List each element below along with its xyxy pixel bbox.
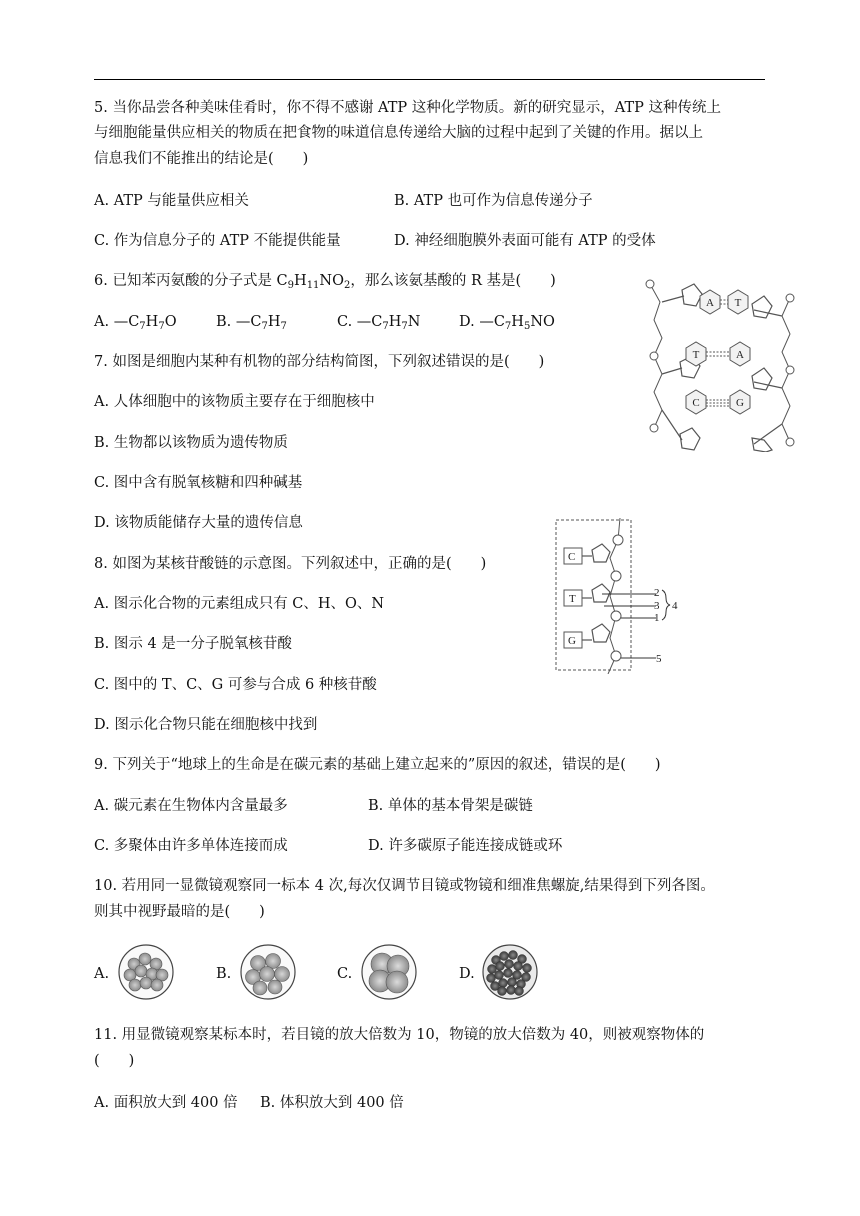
q8-stem: 8. 如图为某核苷酸链的示意图。下列叙述中，正确的是( ) (94, 556, 487, 572)
dna-base-label: T (734, 297, 742, 309)
q11-stem-line2: ( ) (94, 1053, 135, 1069)
chain-part-label: 5 (656, 653, 662, 665)
chain-base-label: G (568, 635, 576, 647)
q6-option-a: A. $—C_7H_7O$ (94, 314, 177, 332)
microscope-field-c (361, 944, 417, 1000)
q7-option-b: B. 生物都以该物质为遗传物质 (94, 435, 288, 451)
dna-base-label: T (692, 349, 700, 361)
nucleotide-chain-diagram (552, 516, 687, 674)
q9-option-d: D. 许多碳原子能连接成链或环 (368, 838, 563, 854)
dna-base-label: G (736, 397, 744, 409)
q5-stem-line2: 与细胞能量供应相关的物质在把食物的味道信息传递给大脑的过程中起到了关键的作用。据以上 (94, 125, 703, 141)
q11-option-b: B. 体积放大到 400 倍 (260, 1095, 404, 1111)
q7-stem: 7. 如图是细胞内某种有机物的部分结构简图，下列叙述错误的是( ) (94, 354, 545, 370)
q10-option-a-label: A. (94, 966, 110, 982)
q9-option-c: C. 多聚体由许多单体连接而成 (94, 838, 288, 854)
microscope-field-d (482, 944, 538, 1000)
q9-option-b: B. 单体的基本骨架是碳链 (368, 798, 533, 814)
q11-option-a: A. 面积放大到 400 倍 (94, 1095, 238, 1111)
q6-option-d: D. $—C_7H_5NO$ (459, 314, 555, 332)
chain-base-label: T (569, 593, 576, 605)
q6-option-b: B. $—C_7H_7$ (216, 314, 287, 332)
q9-option-a: A. 碳元素在生物体内含量最多 (94, 798, 288, 814)
q10-option-c-label: C. (337, 966, 353, 982)
q5-option-a: A. ATP 与能量供应相关 (94, 193, 249, 209)
q8-option-b: B. 图示 4 是一分子脱氧核苷酸 (94, 636, 292, 652)
chain-part-label: 1 (654, 612, 660, 624)
dna-base-label: A (736, 349, 744, 361)
q10-option-d-label: D. (459, 966, 475, 982)
q5-stem-line1: 5. 当你品尝各种美味佳肴时，你不得不感谢 ATP 这种化学物质。新的研究显示，ATP 这种传统上 (94, 100, 721, 116)
microscope-field-b (240, 944, 296, 1000)
q7-option-a: A. 人体细胞中的该物质主要存在于细胞核中 (94, 394, 375, 410)
chain-part-label: 4 (672, 600, 678, 612)
q8-option-d: D. 图示化合物只能在细胞核中找到 (94, 717, 318, 733)
q8-option-c: C. 图中的 T、C、G 可参与合成 6 种核苷酸 (94, 677, 377, 693)
q10-option-b-label: B. (216, 966, 232, 982)
q6-option-c: C. $—C_7H_7N$ (337, 314, 421, 332)
dna-base-label: C (692, 397, 700, 409)
header-rule (94, 79, 765, 80)
q9-stem: 9. 下列关于“地球上的生命是在碳元素的基础上建立起来的”原因的叙述，错误的是( ) (94, 757, 661, 773)
chain-base-label: C (568, 551, 576, 563)
q5-option-c: C. 作为信息分子的 ATP 不能提供能量 (94, 233, 341, 249)
chain-part-label: 3 (654, 600, 660, 612)
q5-stem-line3: 信息我们不能推出的结论是( ) (94, 151, 309, 167)
q6-stem: 6. 已知苯丙氨酸的分子式是 $C_9H_{11}NO_2$，那么该氨基酸的 R 基是( ) (94, 273, 556, 291)
dna-structure-diagram (640, 276, 805, 452)
q11-stem-line1: 11. 用显微镜观察某标本时，若目镜的放大倍数为 10，物镜的放大倍数为 40，则被观察物体的 (94, 1027, 705, 1043)
q5-option-d: D. 神经细胞膜外表面可能有 ATP 的受体 (394, 233, 656, 249)
q7-option-d: D. 该物质能储存大量的遗传信息 (94, 515, 303, 531)
dna-base-label: A (706, 297, 714, 309)
q10-stem-line2: 则其中视野最暗的是( ) (94, 904, 265, 920)
q8-option-a: A. 图示化合物的元素组成只有 C、H、O、N (94, 596, 385, 612)
microscope-field-a (118, 944, 174, 1000)
q5-option-b: B. ATP 也可作为信息传递分子 (394, 193, 593, 209)
q10-stem-line1: 10. 若用同一显微镜观察同一标本 4 次,每次仅调节目镜或物镜和细准焦螺旋,结果得到下列各图。 (94, 878, 715, 894)
chain-part-label: 2 (654, 587, 660, 599)
q7-option-c: C. 图中含有脱氧核糖和四种碱基 (94, 475, 303, 491)
